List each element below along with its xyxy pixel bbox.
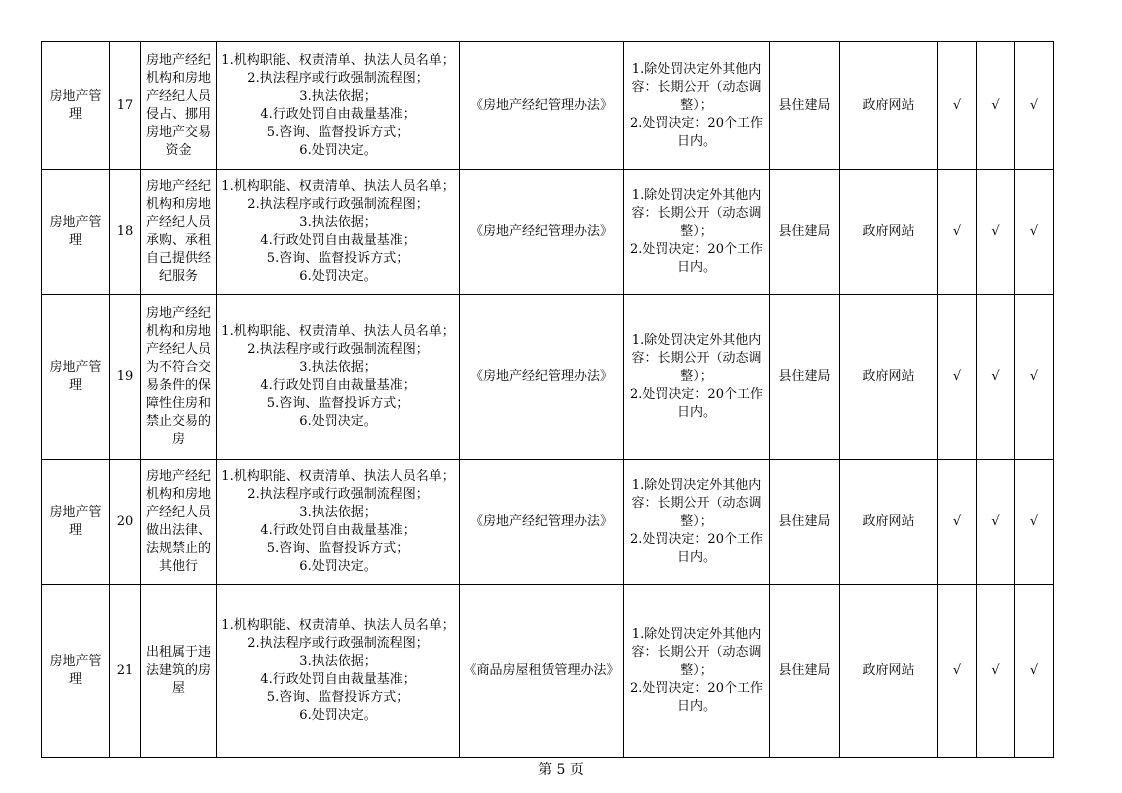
contents-line: 2.执法程序或行政强制流程图； [247, 197, 429, 212]
category-cell [42, 585, 110, 758]
number-cell [110, 295, 141, 460]
channel-cell [840, 585, 938, 758]
number-cell [110, 42, 141, 170]
channel-cell-text: 政府网站 [862, 224, 915, 239]
timeliness-cell [624, 460, 770, 585]
category-cell [42, 42, 110, 170]
table-row [42, 42, 1054, 170]
check-mark-icon: √ [1029, 514, 1039, 529]
subject-cell-text: 县住建局 [778, 369, 831, 384]
check-mark-cell [938, 585, 977, 758]
category-cell [42, 295, 110, 460]
subject-cell [770, 585, 840, 758]
category-cell-text: 房地产管理 [49, 505, 102, 538]
contents-line: 1.机构职能、权责清单、执法人员名单； [221, 618, 455, 633]
contents-line: 4.行政处罚自由裁量基准； [260, 672, 416, 687]
page-number: 第 5 页 [538, 762, 584, 778]
channel-cell [840, 42, 938, 170]
basis-cell-text: 《房地产经纪管理办法》 [469, 514, 613, 529]
check-mark-cell [1015, 295, 1054, 460]
check-mark-cell [1015, 42, 1054, 170]
contents-line: 4.行政处罚自由裁量基准； [260, 106, 416, 122]
contents-line: 5.咨询、监督投诉方式； [266, 251, 410, 266]
category-cell-text: 房地产管理 [49, 215, 102, 248]
contents-line: 2.执法程序或行政强制流程图； [247, 70, 429, 86]
basis-cell-text: 《房地产经纪管理办法》 [469, 224, 613, 239]
contents-cell [217, 295, 460, 460]
timeliness-line: 2.处罚决定：20个工作日内。 [630, 387, 763, 420]
item-cell [141, 460, 217, 585]
basis-cell [460, 460, 624, 585]
check-mark-cell [938, 460, 977, 585]
contents-line: 3.执法依据； [299, 654, 377, 669]
item-cell [141, 42, 217, 170]
contents-line: 4.行政处罚自由裁量基准； [260, 378, 416, 393]
item-cell [141, 585, 217, 758]
subject-cell-text: 县住建局 [778, 224, 831, 239]
channel-cell-text: 政府网站 [862, 97, 915, 113]
category-cell [42, 460, 110, 585]
timeliness-line: 1.除处罚决定外其他内容：长期公开（动态调整）； [631, 188, 762, 239]
category-cell-text: 房地产管理 [49, 654, 102, 687]
contents-line: 1.机构职能、权责清单、执法人员名单； [221, 324, 455, 339]
subject-cell [770, 295, 840, 460]
check-mark-icon: √ [952, 663, 962, 678]
subject-cell-text: 县住建局 [778, 514, 831, 529]
contents-line: 1.机构职能、权责清单、执法人员名单； [221, 52, 455, 68]
contents-cell [217, 585, 460, 758]
number-cell-text: 21 [116, 663, 134, 678]
contents-line: 5.咨询、监督投诉方式； [266, 690, 410, 705]
item-cell-text: 房地产经纪机构和房地产经纪人员做出法律、法规禁止的其他行 [145, 469, 211, 574]
contents-line: 2.执法程序或行政强制流程图； [247, 342, 429, 357]
timeliness-line: 1.除处罚决定外其他内容：长期公开（动态调整）； [631, 478, 762, 529]
subject-cell-text: 县住建局 [778, 663, 831, 678]
basis-cell [460, 170, 624, 295]
contents-line: 1.机构职能、权责清单、执法人员名单； [221, 469, 455, 484]
check-mark-cell [1015, 170, 1054, 295]
check-mark-cell [977, 460, 1015, 585]
basis-cell-text: 《商品房屋租赁管理办法》 [463, 663, 620, 678]
channel-cell [840, 170, 938, 295]
channel-cell [840, 460, 938, 585]
number-cell-text: 17 [116, 97, 134, 113]
check-mark-icon: √ [991, 663, 1000, 678]
number-cell-text: 18 [116, 224, 134, 239]
contents-line: 6.处罚决定。 [299, 414, 377, 429]
item-cell-text: 房地产经纪机构和房地产经纪人员侵占、挪用房地产交易资金 [145, 52, 211, 158]
contents-line: 3.执法依据； [299, 88, 377, 104]
timeliness-line: 2.处罚决定：20个工作日内。 [630, 681, 763, 714]
contents-cell [217, 170, 460, 295]
item-cell-text: 出租属于违法建筑的房屋 [145, 645, 211, 696]
basis-cell [460, 295, 624, 460]
subject-cell [770, 42, 840, 170]
contents-line: 5.咨询、监督投诉方式； [266, 541, 410, 556]
table-row [42, 295, 1054, 460]
check-mark-icon: √ [952, 369, 962, 384]
disclosure-table [41, 41, 1054, 758]
check-mark-icon: √ [1029, 369, 1039, 384]
timeliness-line: 1.除处罚决定外其他内容：长期公开（动态调整）； [631, 333, 762, 384]
check-mark-cell [977, 170, 1015, 295]
contents-line: 1.机构职能、权责清单、执法人员名单； [221, 179, 455, 194]
timeliness-cell [624, 295, 770, 460]
check-mark-cell [977, 42, 1015, 170]
basis-cell-text: 《房地产经纪管理办法》 [469, 369, 613, 384]
basis-cell [460, 42, 624, 170]
check-mark-cell [1015, 585, 1054, 758]
check-mark-cell [1015, 460, 1054, 585]
check-mark-icon: √ [991, 97, 1000, 113]
table-row [42, 170, 1054, 295]
timeliness-cell [624, 42, 770, 170]
contents-cell [217, 42, 460, 170]
check-mark-cell [977, 295, 1015, 460]
contents-line: 6.处罚决定。 [299, 142, 377, 158]
check-mark-cell [977, 585, 1015, 758]
channel-cell-text: 政府网站 [862, 663, 915, 678]
check-mark-cell [938, 295, 977, 460]
contents-line: 6.处罚决定。 [299, 269, 377, 284]
item-cell-text: 房地产经纪机构和房地产经纪人员为不符合交易条件的保障性住房和禁止交易的房 [145, 306, 211, 447]
subject-cell [770, 460, 840, 585]
check-mark-icon: √ [1029, 224, 1039, 239]
number-cell [110, 460, 141, 585]
contents-line: 6.处罚决定。 [299, 559, 377, 574]
channel-cell-text: 政府网站 [862, 369, 915, 384]
timeliness-cell [624, 585, 770, 758]
check-mark-icon: √ [991, 369, 1000, 384]
timeliness-line: 2.处罚决定：20个工作日内。 [630, 115, 763, 149]
contents-line: 2.执法程序或行政强制流程图； [247, 487, 429, 502]
number-cell-text: 19 [116, 369, 134, 384]
contents-line: 5.咨询、监督投诉方式； [266, 396, 410, 411]
table-row [42, 460, 1054, 585]
check-mark-cell [938, 42, 977, 170]
category-cell [42, 170, 110, 295]
check-mark-icon: √ [1029, 663, 1039, 678]
check-mark-icon: √ [952, 224, 962, 239]
timeliness-line: 1.除处罚决定外其他内容：长期公开（动态调整）； [631, 627, 762, 678]
check-mark-icon: √ [991, 224, 1000, 239]
item-cell [141, 295, 217, 460]
contents-line: 3.执法依据； [299, 215, 377, 230]
timeliness-line: 2.处罚决定：20个工作日内。 [630, 532, 763, 565]
contents-line: 4.行政处罚自由裁量基准； [260, 523, 416, 538]
number-cell-text: 20 [116, 514, 134, 529]
item-cell-text: 房地产经纪机构和房地产经纪人员承购、承租自己提供经纪服务 [145, 179, 211, 284]
timeliness-line: 1.除处罚决定外其他内容：长期公开（动态调整）； [631, 61, 762, 113]
contents-line: 6.处罚决定。 [299, 708, 377, 723]
timeliness-line: 2.处罚决定：20个工作日内。 [630, 242, 763, 275]
check-mark-icon: √ [952, 97, 962, 113]
check-mark-icon: √ [952, 514, 962, 529]
contents-line: 5.咨询、监督投诉方式； [266, 124, 410, 140]
check-mark-cell [938, 170, 977, 295]
basis-cell [460, 585, 624, 758]
check-mark-icon: √ [991, 514, 1000, 529]
timeliness-cell [624, 170, 770, 295]
contents-line: 3.执法依据； [299, 505, 377, 520]
channel-cell-text: 政府网站 [862, 514, 915, 529]
item-cell [141, 170, 217, 295]
subject-cell-text: 县住建局 [778, 97, 831, 113]
table-body [42, 42, 1054, 758]
category-cell-text: 房地产管理 [49, 88, 102, 122]
contents-line: 3.执法依据； [299, 360, 377, 375]
contents-line: 2.执法程序或行政强制流程图； [247, 636, 429, 651]
number-cell [110, 585, 141, 758]
contents-line: 4.行政处罚自由裁量基准； [260, 233, 416, 248]
check-mark-icon: √ [1029, 97, 1039, 113]
channel-cell [840, 295, 938, 460]
subject-cell [770, 170, 840, 295]
table-row [42, 585, 1054, 758]
basis-cell-text: 《房地产经纪管理办法》 [469, 97, 613, 113]
number-cell [110, 170, 141, 295]
category-cell-text: 房地产管理 [49, 360, 102, 393]
contents-cell [217, 460, 460, 585]
